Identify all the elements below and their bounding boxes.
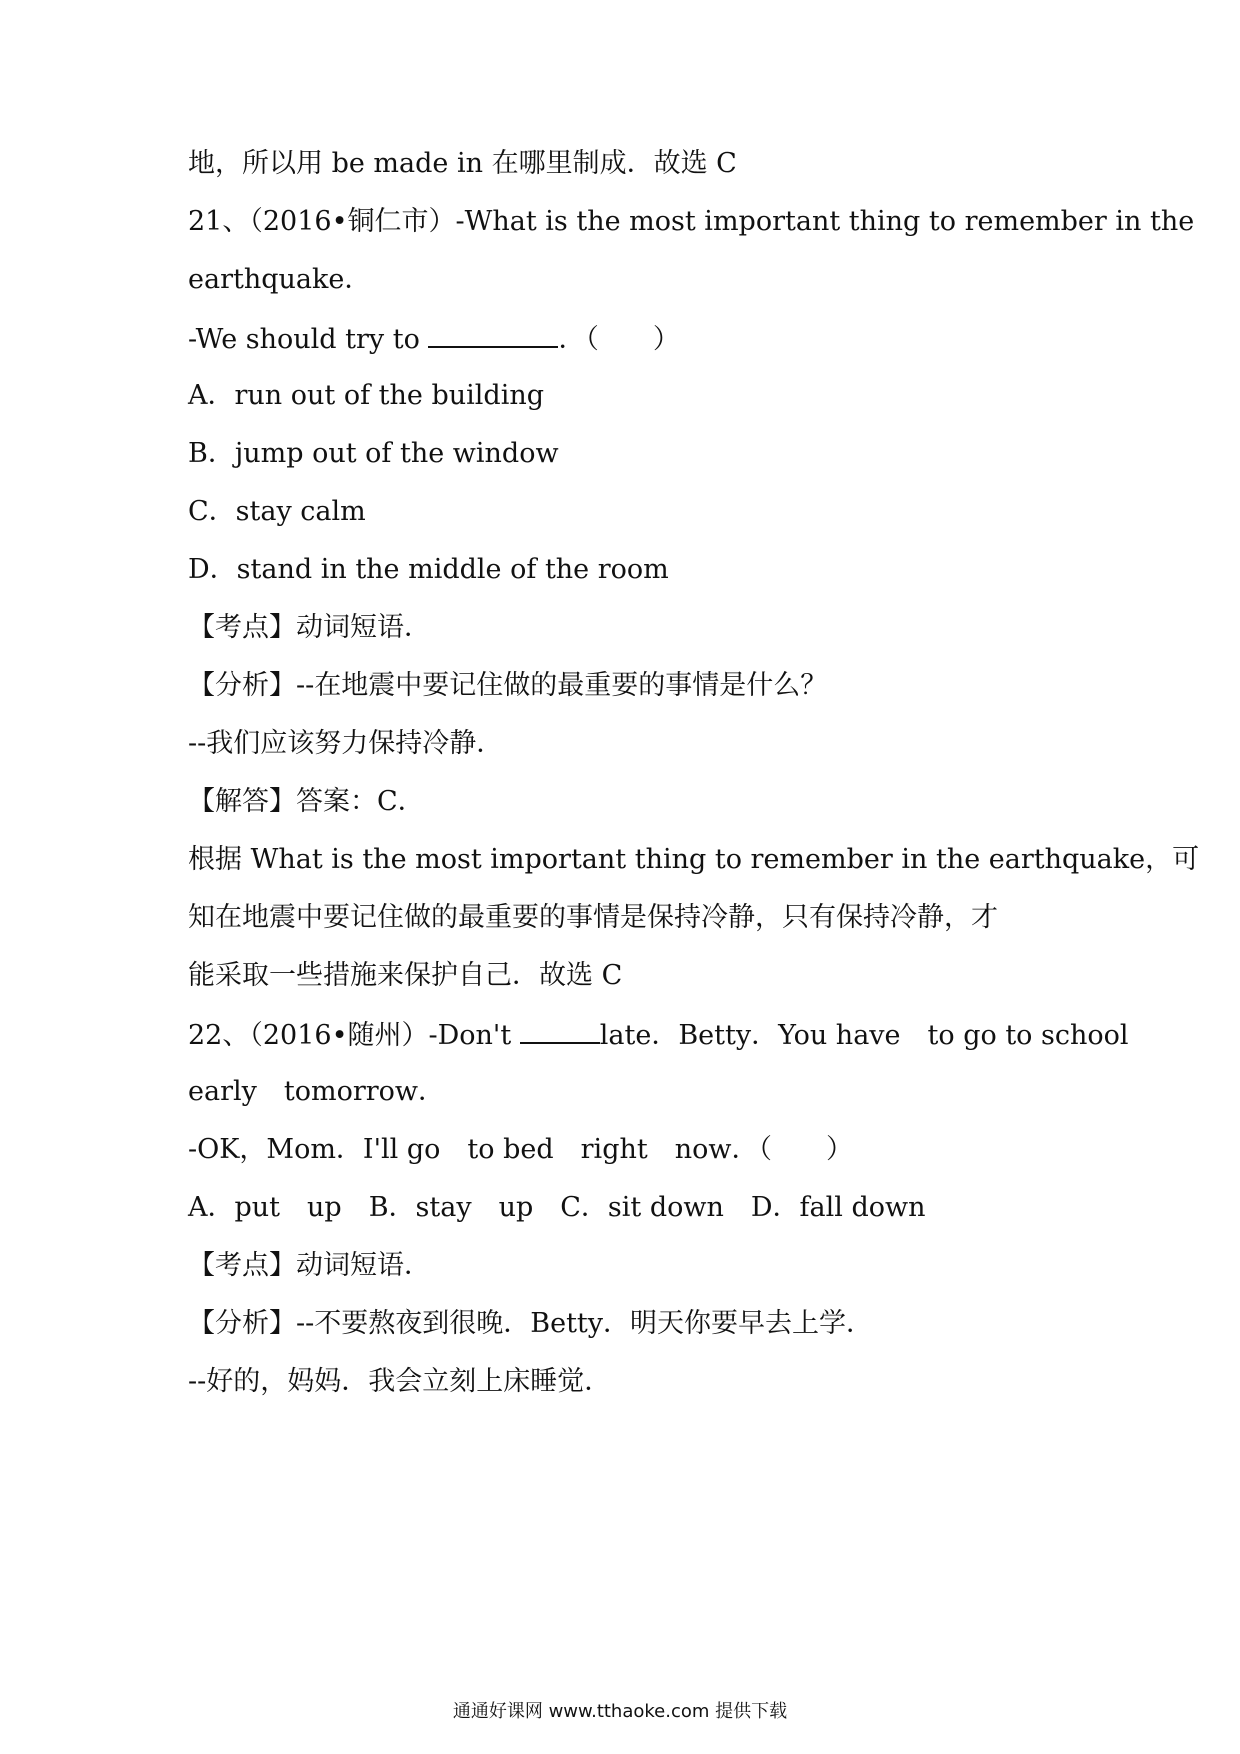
page-footer: 通通好课网 www.tthaoke.com 提供下载 bbox=[452, 1701, 788, 1722]
question-21-stem-text: -We should try to bbox=[188, 324, 429, 355]
question-21-option-d: D．stand in the middle of the room bbox=[188, 554, 669, 585]
question-22-header bbox=[188, 1016, 1129, 1054]
question-22-kaodian: 【考点】动词短语． bbox=[188, 1250, 431, 1281]
question-21-fenxi-cont: --我们应该努力保持冷静． bbox=[188, 728, 504, 759]
question-21-option-a: A．run out of the building bbox=[188, 380, 545, 411]
question-22-header-cont: early tomorrow． bbox=[188, 1076, 446, 1107]
question-21-option-c: C．stay calm bbox=[188, 496, 366, 527]
question-21-kaodian: 【考点】动词短语． bbox=[188, 612, 431, 643]
question-22-fenxi-cont: --好的，妈妈．我会立刻上床睡觉． bbox=[188, 1366, 612, 1397]
answer-blank bbox=[428, 320, 558, 348]
question-22-stem: -OK，Mom．I'll go to bed right now．（ ） bbox=[188, 1134, 853, 1165]
question-22-options: A．put up B．stay up C．sit down D．fall down bbox=[188, 1192, 926, 1223]
question-21-header-cont: earthquake． bbox=[188, 264, 372, 295]
question-22-header-text: 22、（2016•随州）-Don't bbox=[188, 1020, 520, 1051]
continued-explanation: 地，所以用 be made in 在哪里制成．故选 C bbox=[188, 148, 737, 179]
question-21-header: 21、（2016•铜仁市）-What is the most important thing to remember in the bbox=[188, 206, 1195, 237]
question-21-explanation-3: 能采取一些措施来保护自己．故选 C bbox=[188, 960, 623, 991]
question-22-fenxi: 【分析】--不要熬夜到很晚．Betty．明天你要早去上学． bbox=[188, 1308, 874, 1339]
question-21-fenxi: 【分析】--在地震中要记住做的最重要的事情是什么？ bbox=[188, 670, 828, 701]
answer-blank bbox=[520, 1016, 600, 1044]
question-21-jieda: 【解答】答案：C． bbox=[188, 786, 425, 817]
question-21-stem-paren: ．（ ） bbox=[558, 324, 680, 355]
question-21-stem bbox=[188, 320, 680, 358]
question-21-option-b: B．jump out of the window bbox=[188, 438, 559, 469]
question-21-explanation-1: 根据 What is the most important thing to remember in the earthquake，可 bbox=[188, 844, 1200, 875]
question-21-explanation-2: 知在地震中要记住做的最重要的事情是保持冷静，只有保持冷静，才 bbox=[188, 902, 998, 933]
question-22-header-rest: late．Betty．You have to go to school bbox=[599, 1020, 1129, 1051]
